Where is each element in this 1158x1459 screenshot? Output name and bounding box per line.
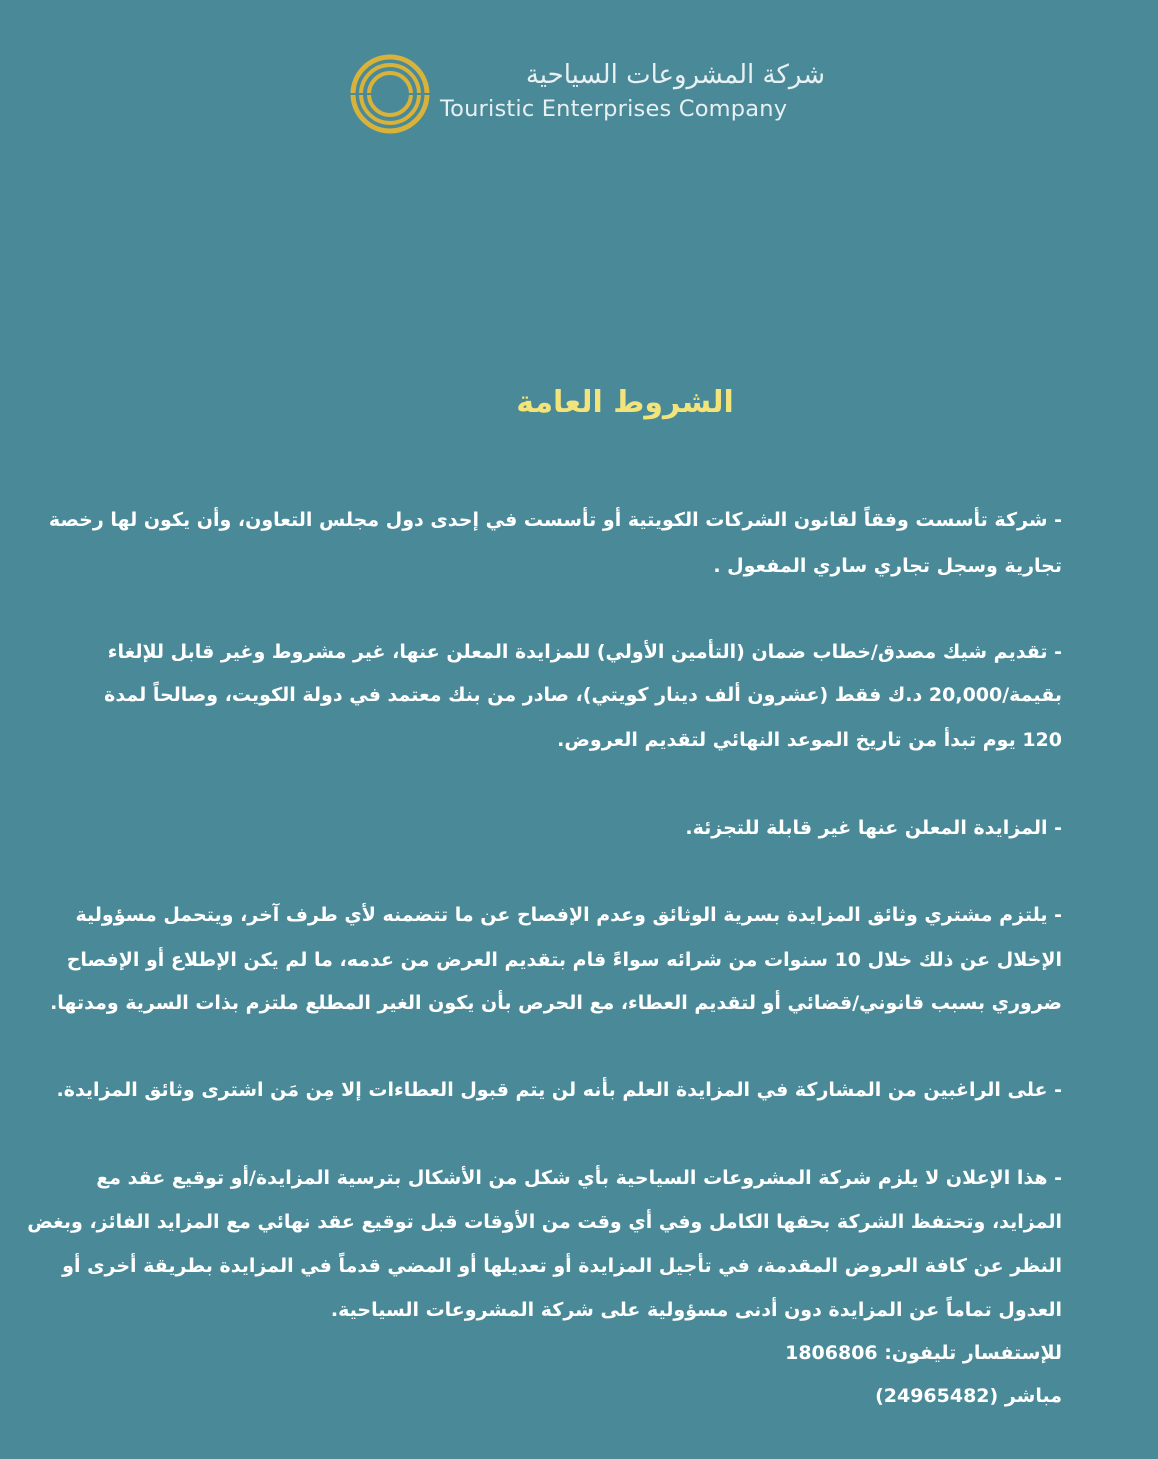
term-line: 120 يوم تبدأ من تاريخ الموعد النهائي لتقديم العروض. bbox=[557, 729, 1062, 751]
company-logo bbox=[348, 52, 838, 140]
contact-phone: للإستفسار تليفون: 1806806 bbox=[785, 1342, 1062, 1364]
term-line: - هذا الإعلان لا يلزم شركة المشروعات السياحية بأي شكل من الأشكال بترسية المزايدة/أو توقيع عقد مع bbox=[96, 1167, 1062, 1189]
term-line: - تقديم شيك مصدق/خطاب ضمان (التأمين الأولي) للمزايدة المعلن عنها، غير مشروط وغير قابل للإلغاء bbox=[107, 641, 1062, 663]
term-line: - يلتزم مشتري وثائق المزايدة بسرية الوثائق وعدم الإفصاح عن ما تتضمنه لأي طرف آخر، ويتحمل مسؤولية bbox=[75, 904, 1062, 926]
contact-direct: مباشر (24965482) bbox=[875, 1385, 1062, 1407]
term-line: - شركة تأسست وفقاً لقانون الشركات الكويتية أو تأسست في إحدى دول مجلس التعاون، وأن يكون لها رخصة bbox=[48, 509, 1062, 531]
term-line: العدول تماماً عن المزايدة دون أدنى مسؤولية على شركة المشروعات السياحية. bbox=[330, 1299, 1062, 1321]
term-line: بقيمة/20,000 د.ك فقط (عشرون ألف دينار كويتي)، صادر من بنك معتمد في دولة الكويت، وصالحاً لمدة bbox=[104, 684, 1062, 706]
term-line: تجارية وسجل تجاري ساري المفعول . bbox=[713, 555, 1062, 577]
logo-arabic-name: شركة المشروعات السياحية bbox=[525, 60, 825, 90]
term-line: - المزايدة المعلن عنها غير قابلة للتجزئة. bbox=[685, 817, 1062, 839]
term-line: - على الراغبين من المشاركة في المزايدة العلم بأنه لن يتم قبول العطاءات إلا مِن مَن اشترى وثائق المزايدة. bbox=[56, 1079, 1062, 1101]
term-line: النظر عن كافة العروض المقدمة، في تأجيل المزايدة أو تعديلها أو المضي قدماً في المزايدة بطريقة أخرى أو bbox=[62, 1255, 1062, 1277]
term-line: الإخلال عن ذلك خلال 10 سنوات من شرائه سواءً قام بتقديم العرض من عدمه، ما لم يكن الإطلاع أو الإفصاح bbox=[66, 949, 1062, 971]
term-line: المزايد، وتحتفظ الشركة بحقها الكامل وفي أي وقت من الأوقات قبل توقيع عقد نهائي مع المزايد الفائز، وبغض bbox=[27, 1211, 1062, 1233]
logo-english-name: Touristic Enterprises Company bbox=[440, 96, 788, 122]
page-title: الشروط العامة bbox=[516, 385, 734, 420]
ring-logo-icon bbox=[348, 52, 432, 136]
term-line: ضروري بسبب قانوني/قضائي أو لتقديم العطاء، مع الحرص بأن يكون الغير المطلع ملتزم بذات السرية ومدتها. bbox=[50, 992, 1062, 1014]
